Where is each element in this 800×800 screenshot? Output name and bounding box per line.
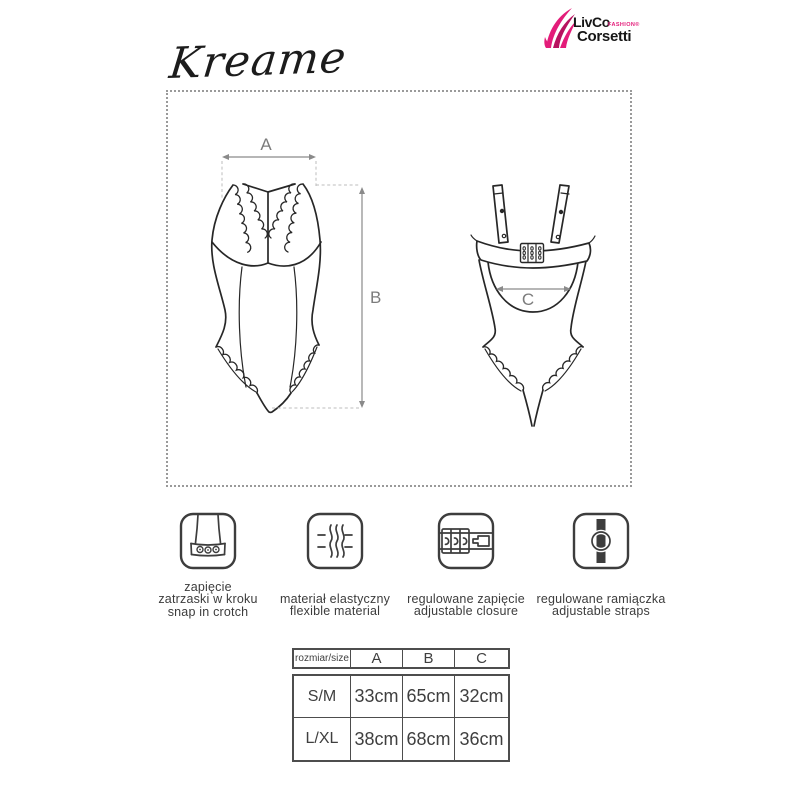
size-table-header — [292, 648, 510, 669]
measurement-diagram — [166, 90, 632, 487]
flexible-material-icon — [306, 512, 364, 570]
feature-caption: regulowane ramiączka adjustable straps — [536, 592, 666, 619]
size-table — [292, 648, 510, 762]
feature-adjustable-straps — [526, 512, 676, 618]
front-view-drawing — [212, 184, 321, 413]
brand-name-bottom: Corsetti — [577, 28, 632, 45]
dim-label-a: A — [260, 135, 272, 154]
product-title: Kreame — [166, 32, 350, 90]
dimension-c — [496, 286, 571, 309]
dim-label-b: B — [370, 288, 382, 307]
garment-drawing — [166, 90, 632, 487]
dim-label-c: C — [521, 290, 535, 309]
size-table-value: 33cm — [351, 676, 403, 718]
feature-flexible-material — [260, 512, 410, 618]
adjustable-closure-icon — [437, 512, 495, 570]
feature-caption: zapięcie zatrzaski w kroku snap in crotch — [158, 580, 258, 619]
size-table-header-cell: A — [351, 650, 403, 667]
size-table-header-cell: B — [403, 650, 455, 667]
brand-name-top: LivCo — [573, 14, 610, 30]
dimension-a — [222, 135, 359, 200]
size-table-row-label: L/XL — [294, 718, 351, 760]
size-table-row-label: S/M — [294, 676, 351, 718]
feature-caption: regulowane zapięcie adjustable closure — [407, 592, 525, 619]
size-table-header-cell: C — [476, 650, 487, 667]
feature-caption: materiał elastyczny flexible material — [279, 592, 391, 619]
feature-adjustable-closure — [391, 512, 541, 618]
snap-in-crotch-icon — [179, 512, 237, 570]
size-table-value: 38cm — [351, 718, 403, 760]
dimension-b — [272, 187, 381, 408]
size-table-value: 68cm — [403, 718, 455, 760]
brand-swoosh-icon — [542, 6, 576, 50]
size-table-value: 36cm — [459, 728, 504, 749]
size-table-value: 65cm — [403, 676, 455, 718]
size-table-value: 32cm — [455, 676, 508, 718]
brand-logo — [542, 5, 646, 49]
adjustable-straps-icon — [572, 512, 630, 570]
size-table-body — [292, 674, 510, 762]
brand-fashion-label: FASHION® — [608, 22, 640, 28]
size-table-header-cell: rozmiar/size — [294, 650, 351, 667]
